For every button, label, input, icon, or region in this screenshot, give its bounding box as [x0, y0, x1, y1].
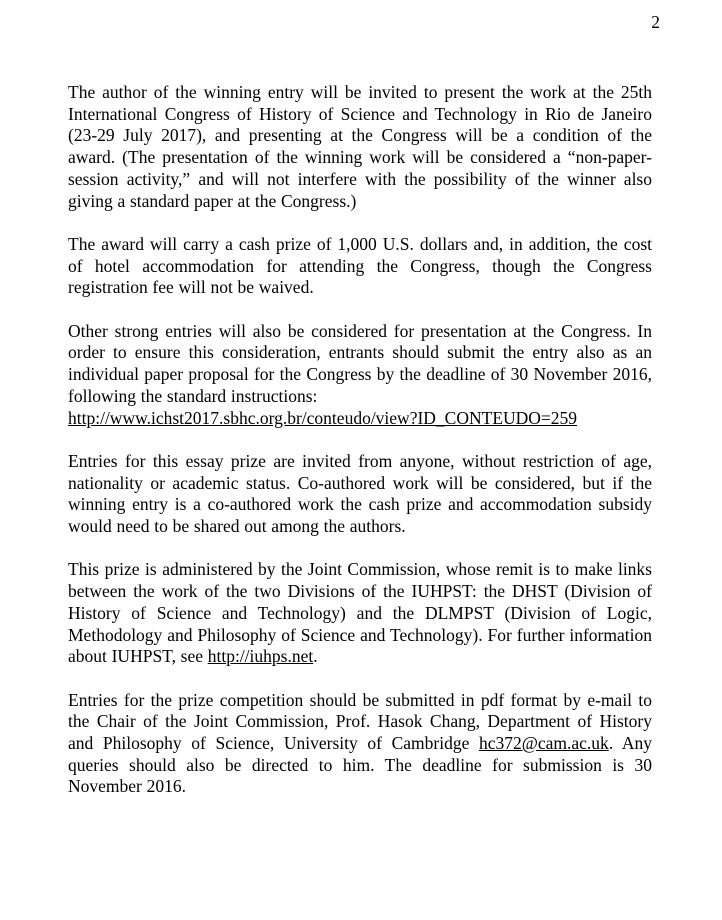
paragraph-congress-presentation: The author of the winning entry will be invited to present the work at the 25th International Congress of History of Science and Technology in Rio de Janeiro (23-29 July 2017), and presenting at the Congress will be a condition of the award. (The presentation of the winning work will be considered a “non-paper-session activity,” and will not interfere with the possibility of the winner also giving a standard paper at the Congress.)	[68, 82, 652, 211]
paragraph-text: Other strong entries will also be considered for presentation at the Congress. In order to ensure this consideration, entrants should submit the entry also as an individual paper proposal for the Congress by the deadline of 30 November 2016, following the standard instructions:	[68, 320, 652, 406]
page-number: 2	[651, 12, 660, 32]
email-link[interactable]: hc372@cam.ac.uk	[478, 733, 609, 754]
paragraph-eligibility: Entries for this essay prize are invited from anyone, without restriction of age, nationality or academic status. Co-authored work will be considered, but if the winning entry is a co-authored work the cash prize and accommodation subsidy would need to be shared out among the authors.	[68, 450, 652, 537]
paragraph-other-entries	[68, 321, 652, 430]
paragraph-cash-prize: The award will carry a cash prize of 1,000 U.S. dollars and, in addition, the cost of hotel accommodation for attending the Congress, though the Congress registration fee will not be waived.	[68, 233, 652, 298]
congress-instructions-link[interactable]: http://www.ichst2017.sbhc.org.br/conteudo/view?ID_CONTEUDO=259	[68, 407, 578, 428]
paragraph-administration	[68, 559, 652, 668]
paragraph-text: This prize is administered by the Joint Commission, whose remit is to make links between the work of the two Divisions of the IUHPST: the DHST (Division of History of Science and Technology) and the DLMPST (Division of Logic, Methodology and Philosophy of Science and Technology). For further information about IUHPST, see	[68, 559, 652, 667]
paragraph-text: Entries for the prize competition should be submitted in pdf format by e-mail to the Chair of the Joint Commission, Prof. Hasok Chang, Department of History and Philosophy of Science, University of Cambridge	[68, 689, 652, 754]
document-content	[68, 82, 652, 798]
paragraph-submission	[68, 690, 652, 799]
paragraph-text: .	[313, 646, 318, 667]
paragraph-text: . Any queries should also be directed to him. The deadline for submission is 30 November 2016.	[68, 733, 652, 797]
iuhps-link[interactable]: http://iuhps.net	[207, 646, 314, 667]
